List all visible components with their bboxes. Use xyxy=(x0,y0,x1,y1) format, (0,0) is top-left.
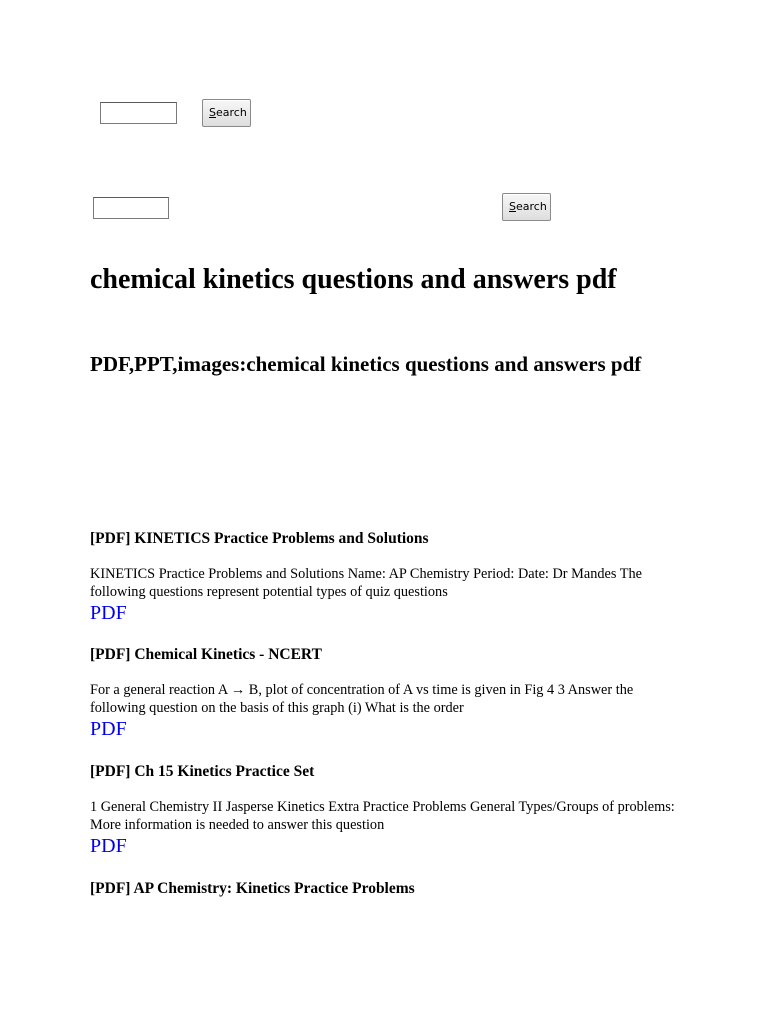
result-pdf-link[interactable]: PDF xyxy=(90,718,127,740)
result-title: [PDF] Chemical Kinetics - NCERT xyxy=(90,646,322,663)
result-snippet: For a general reaction A → B, plot of concentration of A vs time is given in Fig 4 3 Answer the following question on the basis of this graph (i) What is the order xyxy=(90,682,634,716)
search-button-second[interactable]: Search xyxy=(502,193,551,221)
result-title: [PDF] KINETICS Practice Problems and Solutions xyxy=(90,530,429,547)
search-input-top[interactable] xyxy=(100,102,177,124)
page-title: chemical kinetics questions and answers pdf xyxy=(90,264,617,295)
result-snippet: 1 General Chemistry II Jasperse Kinetics Extra Practice Problems General Types/Groups of problems: More information is needed to answer this question xyxy=(90,799,675,833)
result-pdf-link[interactable]: PDF xyxy=(90,835,127,857)
result-title: [PDF] AP Chemistry: Kinetics Practice Problems xyxy=(90,880,415,897)
result-pdf-link[interactable]: PDF xyxy=(90,602,127,624)
search-button-top[interactable]: Search xyxy=(202,99,251,127)
result-item xyxy=(90,879,690,899)
result-item xyxy=(90,645,690,741)
search-input-second[interactable] xyxy=(93,197,169,219)
result-item xyxy=(90,529,690,625)
result-snippet: KINETICS Practice Problems and Solutions Name: AP Chemistry Period: Date: Dr Mandes The following questions represent potential types of quiz questions xyxy=(90,566,642,600)
sub-title: PDF,PPT,images:chemical kinetics questions and answers pdf xyxy=(90,352,642,376)
result-item xyxy=(90,762,690,858)
result-title: [PDF] Ch 15 Kinetics Practice Set xyxy=(90,763,315,780)
